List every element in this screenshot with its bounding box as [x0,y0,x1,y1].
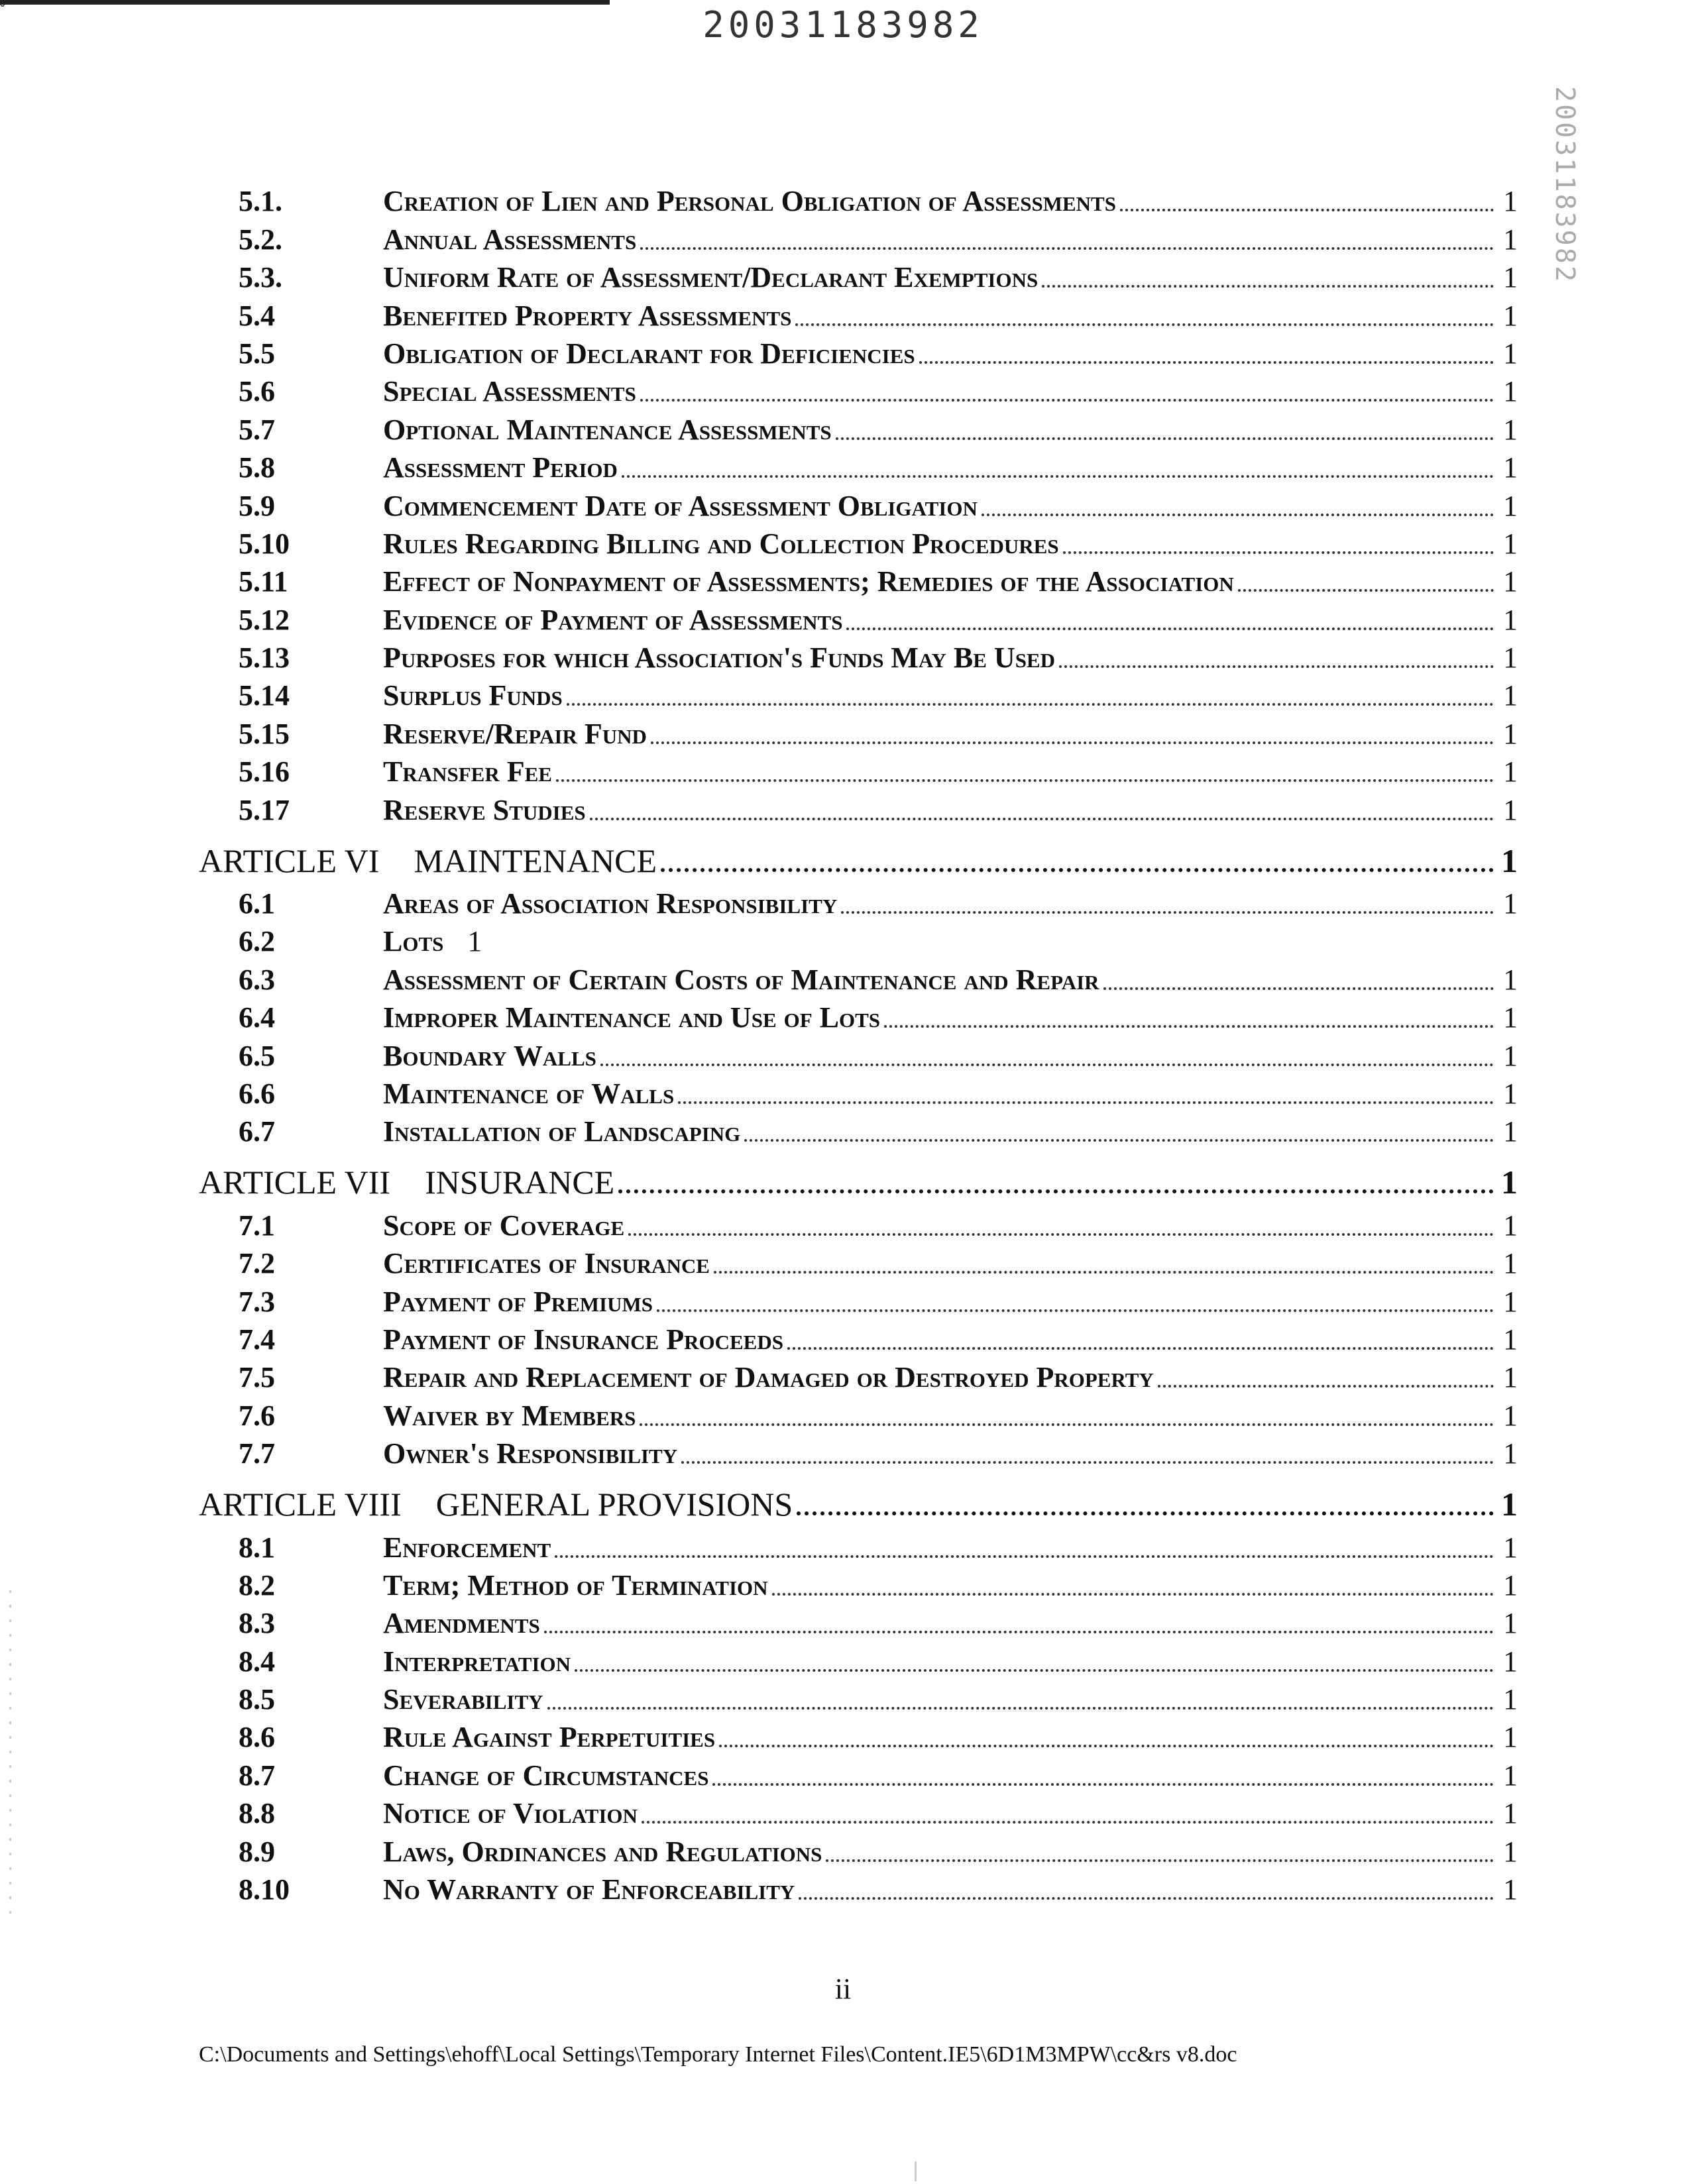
entry-title: Uniform Rate of Assessment/Declarant Exemptions [383,260,1042,294]
entry-number: 6.4 [239,1001,275,1034]
dot-leader [555,1555,1494,1558]
entry-page: 1 [1503,565,1518,598]
entry-page: 1 [1503,375,1518,408]
entry-title: Enforcement [383,1531,555,1564]
entry-page: 1 [1503,1323,1518,1356]
toc-entry[interactable] [199,1526,1518,1564]
scan-mark: ˇ [0,1,5,18]
dot-leader [719,1745,1494,1747]
entry-number: 5.8 [239,451,275,484]
dot-leader [846,628,1494,630]
page-number: ii [834,1973,852,2005]
dot-leader [567,703,1494,706]
article-title: MAINTENANCE [414,842,661,880]
entry-title: Rules Regarding Billing and Collection Procedures [383,527,1063,561]
entry-title: Obligation of Declarant for Deficiencies [383,337,919,370]
dot-leader [826,1859,1494,1862]
toc-entry[interactable] [199,1792,1518,1830]
entry-title: Reserve/Repair Fund [383,717,651,751]
entry-title: No Warranty of Enforceability [383,1873,799,1906]
toc-entry[interactable] [199,1073,1518,1111]
dot-leader [544,1631,1494,1633]
article-label: ARTICLE VI [199,842,380,879]
entry-number: 7.2 [239,1247,275,1280]
toc-entry[interactable] [199,1754,1518,1792]
entry-title: Rule Against Perpetuities [383,1720,719,1754]
toc-entry[interactable] [199,294,1518,332]
dot-leader [982,514,1494,516]
entry-number: 8.8 [239,1797,275,1830]
entry-number: 5.11 [239,565,288,598]
toc-entry[interactable] [199,1830,1518,1868]
entry-page: 1 [1503,1077,1518,1110]
toc-entry[interactable] [199,1716,1518,1754]
toc-entry[interactable] [199,712,1518,750]
entry-title: Certificates of Insurance [383,1246,714,1280]
dot-leader [841,911,1494,914]
entry-page: 1 [1503,1531,1518,1564]
entry-page: 1 [1503,185,1518,218]
entry-title: Payment of Insurance Proceeds [383,1323,787,1356]
margin-stamp: 20031183982 [1549,86,1580,284]
entry-page: 1 [1503,1873,1518,1906]
dot-leader [640,247,1494,250]
entry-page: 1 [1503,755,1518,789]
entry-title: Change of Circumstances [383,1759,712,1792]
toc-article-vii[interactable] [199,1154,1518,1201]
dot-leader [651,741,1494,744]
entry-title: Assessment of Certain Costs of Maintenance and Repair [383,963,1103,997]
entry-page: 1 [467,925,482,958]
entry-page: 1 [1503,1607,1518,1640]
section8-list [199,1526,1518,1906]
toc-entry[interactable] [199,751,1518,789]
dot-leader [919,361,1494,364]
entry-page: 1 [1503,1361,1518,1394]
dot-leader [600,1064,1494,1066]
entry-number: 7.6 [239,1399,275,1432]
article-title: GENERAL PROVISIONS [436,1485,797,1523]
entry-number: 5.2. [239,223,282,256]
entry-page: 1 [1503,963,1518,996]
entry-page: 1 [1503,1399,1518,1432]
toc-entry[interactable] [199,958,1518,996]
dot-leader [1120,209,1494,211]
entry-number: 6.1 [239,887,275,920]
article-label: ARTICLE VIII [199,1486,402,1523]
dot-leader [642,1821,1494,1824]
entry-number: 8.3 [239,1607,275,1640]
entry-number: 5.6 [239,375,275,408]
toc-entry[interactable] [199,598,1518,636]
entry-page: 1 [1503,1721,1518,1754]
section6-list [199,883,1518,1149]
entry-title: Optional Maintenance Assessments [383,413,836,447]
entry-number: 5.16 [239,755,290,789]
entry-number: 6.2 [239,925,275,958]
entry-number: 5.10 [239,527,290,560]
entry-number: 6.5 [239,1039,275,1072]
toc-entry[interactable] [199,1204,1518,1242]
article-page: 1 [1501,1164,1518,1201]
dot-leader [1063,551,1494,554]
entry-title: Maintenance of Walls [383,1077,678,1111]
toc-entry[interactable] [199,1433,1518,1470]
dot-leader [575,1669,1494,1672]
dot-leader [795,323,1494,326]
entry-title: Interpretation [383,1645,575,1678]
dot-leader [640,399,1494,402]
toc-entry[interactable] [199,1394,1518,1432]
article-label: ARTICLE VII [199,1164,391,1201]
entry-title: Transfer Fee [383,755,556,789]
toc-entry[interactable] [199,1602,1518,1640]
entry-title: Benefited Property Assessments [383,299,795,333]
entry-page: 1 [1503,1437,1518,1470]
entry-page: 1 [1503,1797,1518,1830]
entry-title: Assessment Period [383,451,622,484]
toc-entry[interactable] [199,447,1518,484]
entry-title: Payment of Premiums [383,1285,657,1319]
entry-number: 5.5 [239,337,275,370]
entry-page: 1 [1503,1645,1518,1678]
entry-title: Evidence of Payment of Assessments [383,603,846,637]
entry-number: 5.14 [239,679,290,712]
entry-number: 7.5 [239,1361,275,1394]
toc-entry[interactable] [199,1356,1518,1394]
toc-entry[interactable] [199,1640,1518,1678]
entry-page: 1 [1503,337,1518,370]
entry-title: Lots [383,924,447,958]
entry-title: Repair and Replacement of Damaged or Destroyed Property [383,1360,1158,1394]
entry-title: Special Assessments [383,374,640,408]
dot-leader [628,1233,1494,1236]
dot-leader [712,1783,1494,1786]
entry-number: 8.10 [239,1873,290,1906]
entry-page: 1 [1503,223,1518,256]
entry-page: 1 [1503,1001,1518,1034]
toc-entry[interactable] [199,920,1518,958]
entry-page: 1 [1503,1115,1518,1148]
toc-entry[interactable] [199,1111,1518,1148]
dot-leader [772,1593,1494,1596]
entry-number: 8.9 [239,1835,275,1868]
entry-number: 5.1. [239,185,282,218]
entry-page: 1 [1503,451,1518,484]
entry-page: 1 [1503,1247,1518,1280]
toc-entry[interactable] [199,883,1518,920]
entry-title: Notice of Violation [383,1796,642,1830]
entry-page: 1 [1503,887,1518,920]
entry-title: Commencement Date of Assessment Obligation [383,489,982,523]
entry-number: 6.6 [239,1077,275,1110]
toc-article-vi[interactable] [199,832,1518,880]
toc-entry[interactable] [199,218,1518,256]
dot-leader [590,818,1494,820]
toc-entry[interactable] [199,1678,1518,1716]
dot-leader [547,1707,1494,1710]
dot-leader [661,868,1494,872]
toc-entry[interactable] [199,370,1518,408]
entry-title: Boundary Walls [383,1039,600,1073]
entry-number: 5.9 [239,489,275,522]
dot-leader [618,1189,1494,1193]
scan-artifact [915,2161,917,2181]
entry-number: 8.7 [239,1759,275,1792]
toc-entry[interactable] [199,180,1518,218]
dot-leader [744,1139,1494,1142]
entry-title: Term; Method of Termination [383,1568,772,1602]
entry-number: 7.3 [239,1285,275,1318]
toc-entry[interactable] [199,1869,1518,1906]
entry-number: 6.3 [239,963,275,996]
toc-entry[interactable] [199,675,1518,712]
entry-title: Creation of Lien and Personal Obligation of Assessments [383,184,1120,218]
toc-entry[interactable] [199,408,1518,446]
section7-list [199,1204,1518,1470]
dot-leader [678,1101,1494,1104]
entry-number: 8.2 [239,1568,275,1602]
dot-leader [836,437,1494,440]
entry-page: 1 [1503,1568,1518,1602]
entry-number: 5.15 [239,717,290,750]
toc-entry[interactable] [199,484,1518,522]
section5-list [199,180,1518,827]
entry-title: Waiver by Members [383,1399,640,1433]
entry-title: Purposes for which Association's Funds May Be Used [383,641,1059,675]
dot-leader [799,1897,1494,1900]
toc-entry[interactable] [199,561,1518,598]
entry-title: Reserve Studies [383,793,590,827]
toc-entry[interactable] [199,1564,1518,1602]
dot-leader [657,1309,1494,1312]
dot-leader [714,1271,1494,1274]
article-title: INSURANCE [425,1163,618,1201]
dot-leader [1059,665,1494,668]
table-of-contents [199,180,1518,1906]
dot-leader [1103,987,1494,990]
entry-page: 1 [1503,1039,1518,1072]
entry-page: 1 [1503,413,1518,446]
entry-number: 7.1 [239,1209,275,1242]
entry-number: 6.7 [239,1115,275,1148]
entry-number: 5.7 [239,413,275,446]
entry-page: 1 [1503,679,1518,712]
dot-leader [556,779,1494,782]
scan-artifact [9,1590,11,1922]
entry-number: 5.12 [239,603,290,636]
entry-number: 7.4 [239,1323,275,1356]
article-page: 1 [1501,1486,1518,1523]
dot-leader [622,475,1494,478]
entry-page: 1 [1503,527,1518,560]
toc-entry[interactable] [199,333,1518,370]
toc-entry[interactable] [199,1280,1518,1318]
dot-leader [640,1423,1494,1426]
toc-entry[interactable] [199,256,1518,294]
toc-entry[interactable] [199,523,1518,561]
toc-entry[interactable] [199,997,1518,1034]
entry-page: 1 [1503,793,1518,826]
entry-title: Amendments [383,1606,544,1640]
entry-page: 1 [1503,1759,1518,1792]
entry-title: Annual Assessments [383,223,640,256]
entry-page: 1 [1503,1683,1518,1716]
entry-page: 1 [1503,1209,1518,1242]
dot-leader [1238,589,1494,592]
toc-entry[interactable] [199,1319,1518,1356]
entry-page: 1 [1503,1835,1518,1868]
entry-number: 7.7 [239,1437,275,1470]
entry-page: 1 [1503,299,1518,332]
file-path: C:\Documents and Settings\ehoff\Local Settings\Temporary Internet Files\Content.IE5\6D1M3MPW\cc&rs v8.doc [199,2042,1237,2067]
entry-number: 8.1 [239,1531,275,1564]
dot-leader [797,1511,1494,1515]
entry-number: 5.4 [239,299,275,332]
entry-number: 5.17 [239,793,290,826]
entry-page: 1 [1503,603,1518,636]
toc-entry[interactable] [199,637,1518,675]
entry-title: Improper Maintenance and Use of Lots [383,1001,884,1034]
entry-number: 5.3. [239,261,282,294]
entry-title: Effect of Nonpayment of Assessments; Remedies of the Association [383,565,1238,598]
entry-title: Owner's Responsibility [383,1437,681,1470]
entry-title: Scope of Coverage [383,1209,628,1242]
toc-article-viii[interactable] [199,1476,1518,1523]
entry-title: Installation of Landscaping [383,1115,744,1148]
toc-entry[interactable] [199,1034,1518,1072]
entry-title: Laws, Ordinances and Regulations [383,1835,826,1869]
article-page: 1 [1501,842,1518,879]
dot-leader [1042,285,1494,288]
entry-number: 8.6 [239,1721,275,1754]
dot-leader [681,1461,1494,1464]
entry-number: 8.5 [239,1683,275,1716]
entry-page: 1 [1503,641,1518,675]
entry-page: 1 [1503,717,1518,750]
entry-title: Surplus Funds [383,679,567,712]
entry-page: 1 [1503,489,1518,522]
dot-leader [1158,1385,1494,1388]
dot-leader [884,1025,1494,1028]
entry-page: 1 [1503,1285,1518,1318]
entry-number: 8.4 [239,1645,275,1678]
entry-title: Severability [383,1682,547,1716]
document-id: 20031183982 [702,4,984,46]
entry-title: Areas of Association Responsibility [383,887,841,920]
entry-page: 1 [1503,261,1518,294]
dot-leader [787,1347,1494,1350]
toc-entry[interactable] [199,1242,1518,1280]
entry-number: 5.13 [239,641,290,675]
toc-entry[interactable] [199,789,1518,826]
